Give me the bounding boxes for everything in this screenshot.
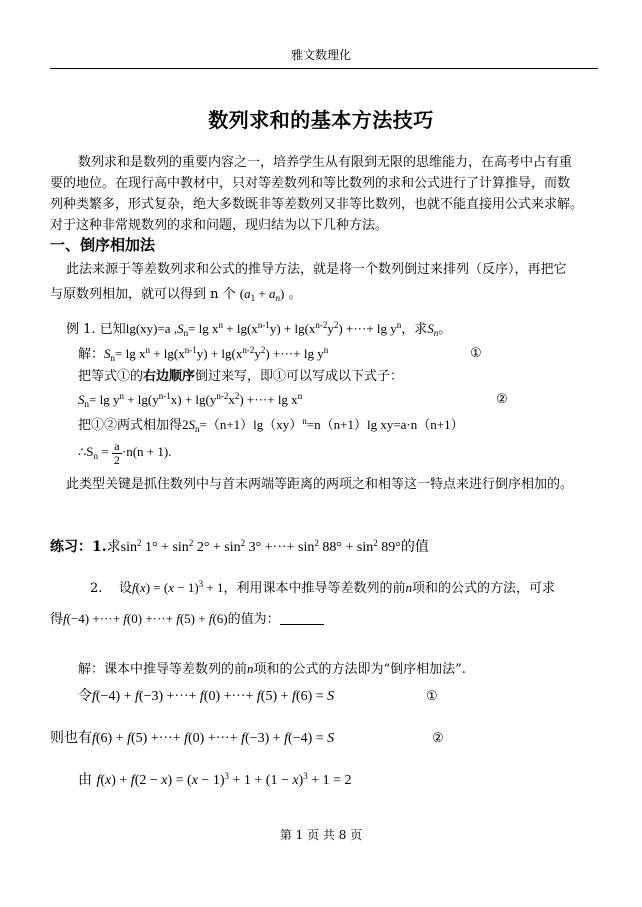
let-text: 令	[78, 688, 92, 704]
example1-step-1	[78, 366, 403, 387]
example1-summary: 此类型关键是抓住数列中与首末两端等距离的两项之和相等这一特点来进行倒序相加的。	[66, 477, 574, 492]
section-desc-line-1: 此法来源于等差数列求和公式的推导方法，就是将一个数列倒过来排列（反序），再把它	[66, 262, 567, 277]
equation-marker-1: ①	[470, 346, 482, 361]
practice-2-number: 2.	[90, 581, 103, 596]
then-text: 则也有	[50, 730, 92, 746]
practice-2-solution-intro	[78, 658, 466, 680]
formula-a1-plus-an: $(a_1 + a_n)$	[239, 286, 285, 303]
solve-label: 解：	[78, 347, 105, 362]
example1-condition: lg(xy)=a $,S_n= \lg x^n + \lg(x^{n-1}y) + \lg(x^{n-2}y^2)$ +···+ $\lg y^n$	[125, 320, 402, 338]
example1-conclusion	[78, 440, 171, 467]
page-header: 雅文数理化	[290, 48, 351, 62]
section-desc-prefix: 与原数列相加，就可以得到 n 个	[50, 287, 236, 302]
practice-2-line2-a: 得	[50, 612, 64, 627]
formula-sn-reversed: $S_n= \lg y^n + \lg(y^{n-1}x) + \lg(y^{n-2}x^2)$ +···+ $\lg x^n$	[78, 391, 303, 409]
example1-step-2	[78, 414, 464, 436]
formula-s-forward: f(−4) + f(−3) +···+ f(0) +···+ f(5) + f(6) = S	[92, 689, 335, 704]
equation-marker-2: ②	[496, 392, 508, 407]
example1-ask: ，求	[401, 322, 428, 337]
by-text: 由	[78, 772, 92, 788]
variable-n: n	[405, 580, 413, 595]
formula-sn-forward: $S_n= \lg x^n + \lg(x^{n-1}y) + \lg(x^{n-2}y^2)$ +···+ $\lg y^n$	[104, 345, 329, 363]
formula-fx-definition: $f(x) = (x - 1)^3 + 1$	[131, 579, 224, 595]
practice-1-number: 1.	[92, 539, 107, 555]
practice-2-text-c: 项和的公式的方法，可求	[412, 581, 556, 596]
practice-1	[50, 536, 429, 556]
therefore-symbol: ∴	[78, 445, 87, 461]
formula-sn-result: $S_n$ = $\frac{a}{2}$ ·n(n + 1).	[86, 439, 172, 467]
intro-line-3: 列种类繁多，形式复杂，绝大多数既非等差数列又非等比数列，也就不能直接用公式来求解。	[50, 197, 584, 212]
practice-label: 练习：	[50, 539, 92, 555]
solution-text-b: 项和的公式的方法即为“倒序相加法”.	[253, 662, 466, 677]
intro-line-1: 数列求和是数列的重要内容之一，培养学生从有限到无限的思维能力，在高考中占有重	[78, 155, 573, 170]
example1-given: 已知	[99, 322, 126, 337]
practice-1-end: 的值	[400, 539, 429, 555]
formula-f-sum: f(−4) +···+ f(0) +···+ f(5) + f(6)	[63, 611, 228, 626]
document-title: 数列求和的基本方法技巧	[208, 108, 434, 132]
step2-text: 把①②两式相加得	[78, 418, 183, 433]
answer-blank	[280, 612, 324, 625]
practice-2-equation-1	[78, 685, 334, 705]
practice-2-equation-3	[78, 769, 352, 789]
example1-label: 例 1.	[66, 322, 96, 337]
step1-text-a: 把等式①的	[78, 369, 144, 384]
section-desc-suffix: 。	[288, 287, 302, 302]
step1-emphasis: 右边顺序	[143, 369, 196, 384]
formula-2sn: $2S_n=(n+1)\lg(xy)^n=n(n+1)\lg$ xy=a·n（n+1）	[182, 416, 464, 434]
practice-2-equation-2	[50, 727, 334, 747]
formula-s-reversed: f(6) + f(5) +···+ f(0) +···+ f(−3) + f(−4) = S	[92, 731, 335, 746]
variable-n-2: n	[247, 661, 254, 676]
practice-equation-marker-2: ②	[432, 731, 444, 746]
practice-2-text-b: ，利用课本中推导等差数列的前	[223, 581, 406, 596]
formula-fx-pair: $f(x) + f(2 - x) = (x - 1)^3 + 1 + (1 - x)^3 + 1 = 2$	[96, 771, 352, 788]
practice-1-text: 求	[106, 539, 121, 555]
intro-line-4: 对于这种非常规数列的求和问题，现归结为以下几种方法。	[50, 218, 389, 233]
example1-statement: 例 1. 已知lg(xy)=a $,S_n= \lg x^n + \lg(x^{n-1}y) + \lg(x^{n-2}y^2)$ +···+ $\lg y^n$，求$S_n$。	[66, 320, 452, 338]
example1-target: $S_n$	[427, 321, 439, 338]
header-divider	[50, 68, 598, 69]
page-footer: 第 1 页 共 8 页	[279, 828, 363, 842]
solution-text-a: 解：课本中推导等差数列的前	[78, 662, 248, 677]
practice-2-line-1	[90, 577, 555, 599]
formula-sin-squared-sum: $\sin^2 1^\circ + \sin^2 2^\circ + \sin^2 3^\circ$ +···+ $\sin^2 88^\circ + \sin^2 89^\circ$	[120, 538, 401, 555]
practice-equation-marker-1: ①	[426, 689, 438, 704]
practice-2-line-2	[50, 608, 324, 630]
section-desc-line-2	[50, 283, 301, 305]
example1-solution-line-1	[78, 343, 328, 365]
step1-text-c: 倒过来写，即①可以写成以下式子：	[195, 369, 404, 384]
intro-line-2: 要的地位。在现行高中教材中，只对等差数列和等比数列的求和公式进行了计算推导，而数	[50, 176, 571, 191]
practice-2-line2-b: 的值为：	[227, 612, 280, 627]
example1-solution-line-2	[78, 389, 302, 411]
section-heading-reverse-add: 一、倒序相加法	[50, 236, 156, 254]
practice-2-text-a: 设	[118, 581, 132, 596]
